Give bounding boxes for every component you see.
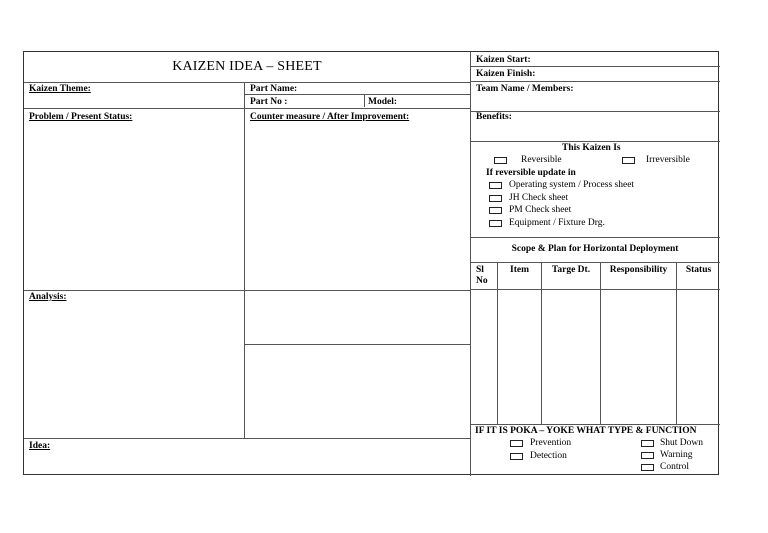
option-pm-check-label: PM Check sheet [509, 205, 572, 215]
part-no-label: Part No : [250, 97, 288, 107]
analysis-label: Analysis: [29, 292, 67, 302]
rule-above-scope [470, 237, 720, 238]
part-name-label: Part Name: [250, 84, 298, 94]
kaizen-start-label: Kaizen Start: [476, 55, 531, 65]
warning-checkbox[interactable] [641, 452, 654, 459]
option-equipment-checkbox[interactable] [489, 220, 502, 227]
update-heading: If reversible update in [486, 168, 576, 178]
team-members-label: Team Name / Members: [476, 84, 574, 94]
kaizen-finish-label: Kaizen Finish: [476, 69, 536, 79]
scope-plan-heading: Scope & Plan for Horizontal Deployment [511, 244, 679, 254]
irreversible-checkbox[interactable] [622, 157, 635, 164]
model-label: Model: [368, 97, 398, 107]
rule-under-benefits [470, 141, 720, 142]
col-header-sl-no: Sl No [476, 265, 488, 286]
rule-above-idea [24, 438, 470, 439]
reversible-checkbox[interactable] [494, 157, 507, 164]
col-divider-1 [497, 262, 498, 424]
prevention-checkbox[interactable] [510, 440, 523, 447]
detection-label: Detection [530, 451, 567, 461]
detection-checkbox[interactable] [510, 453, 523, 460]
warning-label: Warning [660, 450, 693, 460]
divider-model [364, 94, 365, 107]
rule-above-analysis [24, 290, 470, 291]
option-equipment-label: Equipment / Fixture Drg. [509, 218, 605, 228]
this-kaizen-heading: This Kaizen Is [562, 143, 621, 153]
prevention-label: Prevention [530, 438, 572, 448]
irreversible-label: Irreversible [646, 155, 690, 165]
option-pm-check-checkbox[interactable] [489, 207, 502, 214]
poka-yoke-heading: IF IT IS POKA – YOKE WHAT TYPE & FUNCTION [475, 426, 697, 436]
benefits-label: Benefits: [476, 112, 512, 122]
col-divider-4 [676, 262, 677, 424]
rule-analysis-split [244, 344, 470, 345]
col-header-responsibility: Responsibility [609, 265, 668, 275]
counter-measure-label: Counter measure / After Improvement: [250, 112, 410, 122]
reversible-label: Reversible [521, 155, 562, 165]
col-divider-2 [541, 262, 542, 424]
col-header-item: Item [510, 265, 529, 275]
col-header-target-date: Targe Dt. [551, 265, 591, 275]
rule-above-pokayoke [470, 424, 720, 425]
kaizen-sheet [23, 51, 719, 475]
problem-label: Problem / Present Status: [29, 112, 133, 122]
col-divider-3 [600, 262, 601, 424]
control-checkbox[interactable] [641, 464, 654, 471]
option-process-sheet-label: Operating system / Process sheet [509, 180, 635, 190]
rule-under-title [24, 82, 470, 83]
control-label: Control [660, 462, 690, 472]
rule-under-header [24, 108, 470, 109]
option-jh-check-label: JH Check sheet [509, 193, 569, 203]
rule-table-header [470, 289, 720, 290]
divider-right-column [470, 52, 471, 476]
shut-down-label: Shut Down [660, 438, 704, 448]
col-header-status: Status [685, 265, 712, 275]
rule-above-table [470, 262, 720, 263]
divider-middle [244, 82, 245, 438]
kaizen-theme-label: Kaizen Theme: [29, 84, 91, 94]
sheet-title: KAIZEN IDEA – SHEET [172, 59, 322, 74]
option-process-sheet-checkbox[interactable] [489, 182, 502, 189]
rule-under-start [470, 66, 720, 67]
idea-label: Idea: [29, 441, 51, 451]
option-jh-check-checkbox[interactable] [489, 195, 502, 202]
shut-down-checkbox[interactable] [641, 440, 654, 447]
rule-under-finish [470, 81, 720, 82]
